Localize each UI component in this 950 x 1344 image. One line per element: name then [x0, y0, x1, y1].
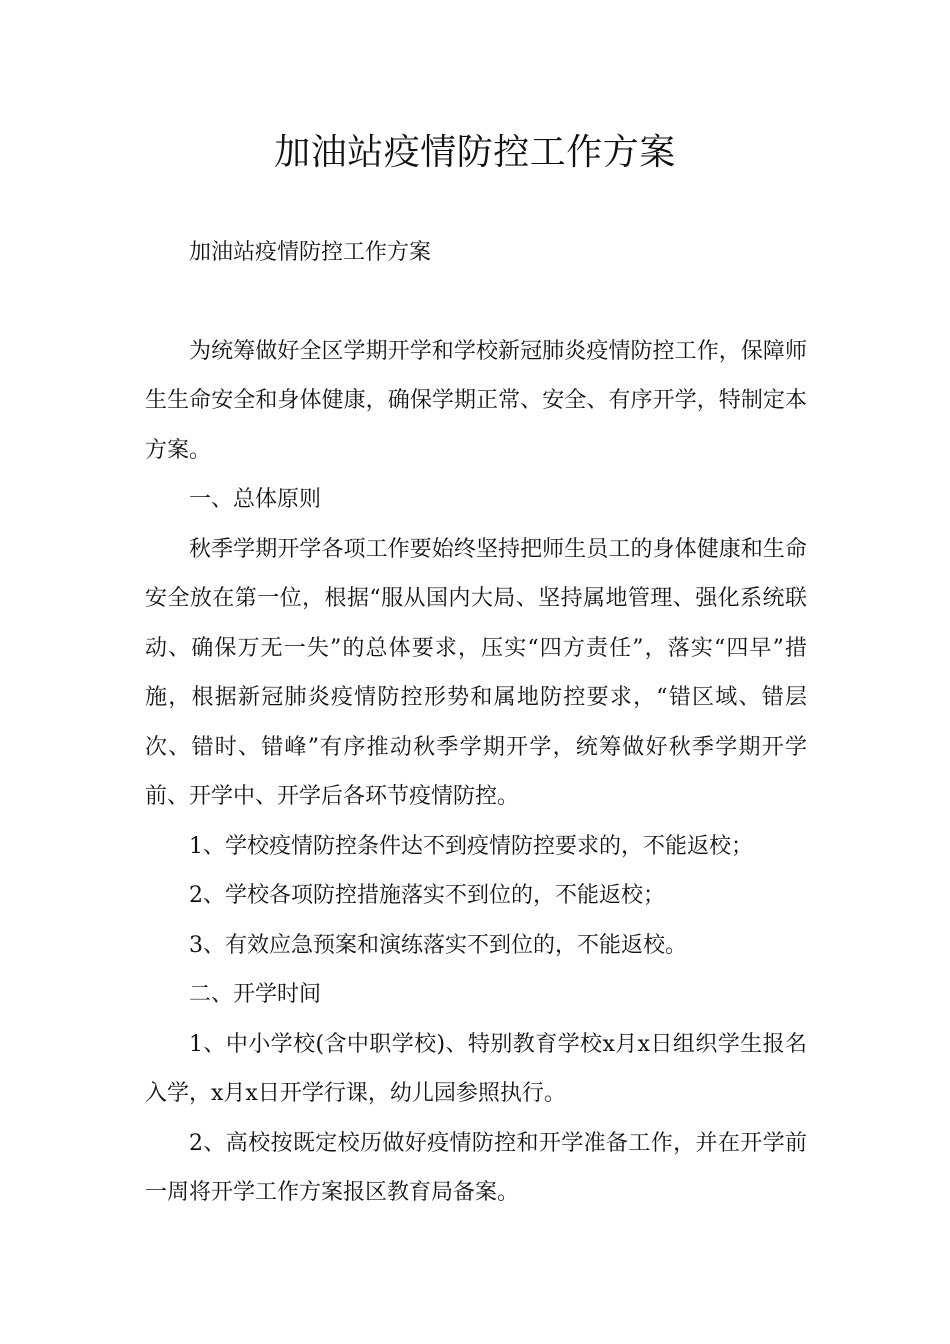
paragraph-intro: 为统筹做好全区学期开学和学校新冠肺炎疫情防控工作，保障师生生命安全和身体健康，确保学期正常、安全、有序开学，特制定本方案。: [145, 338, 807, 463]
list-item-2: 2、学校各项防控措施落实不到位的，不能返校；: [189, 883, 665, 908]
list-item-3: 3、有效应急预案和演练落实不到位的，不能返校。: [189, 932, 687, 958]
paragraph-principles: 秋季学期开学各项工作要始终坚持把师生员工的身体健康和生命安全放在第一位，根据“服从国内大局、坚持属地管理、强化系统联动、确保万无一失”的总体要求，压实“四方责任”，落实“四早”措施，根据新冠肺炎疫情防控形势和属地防控要求，“错区域、错层次、错时、错峰”有序推动秋季学期开学，统筹做好秋季学期开学前、开学中、开学后各环节疫情防控。: [145, 536, 807, 809]
section-heading-schedule: 二、开学时间: [189, 982, 322, 1007]
schedule-item-1: 1、中小学校(含中职学校)、特别教育学校x月x日组织学生报名入学，x月x日开学行课，幼儿园参照执行。: [145, 1031, 807, 1106]
document-subtitle: 加油站疫情防控工作方案: [189, 240, 432, 265]
list-item-1: 1、学校疫情防控条件达不到疫情防控要求的，不能返校；: [189, 833, 753, 859]
section-heading-principles: 一、总体原则: [189, 487, 322, 512]
document-title: 加油站疫情防控工作方案: [274, 132, 676, 173]
schedule-item-2: 2、高校按既定校历做好疫情防控和开学准备工作，并在开学前一周将开学工作方案报区教育局备案。: [145, 1130, 807, 1205]
document-body: [145, 228, 807, 1218]
